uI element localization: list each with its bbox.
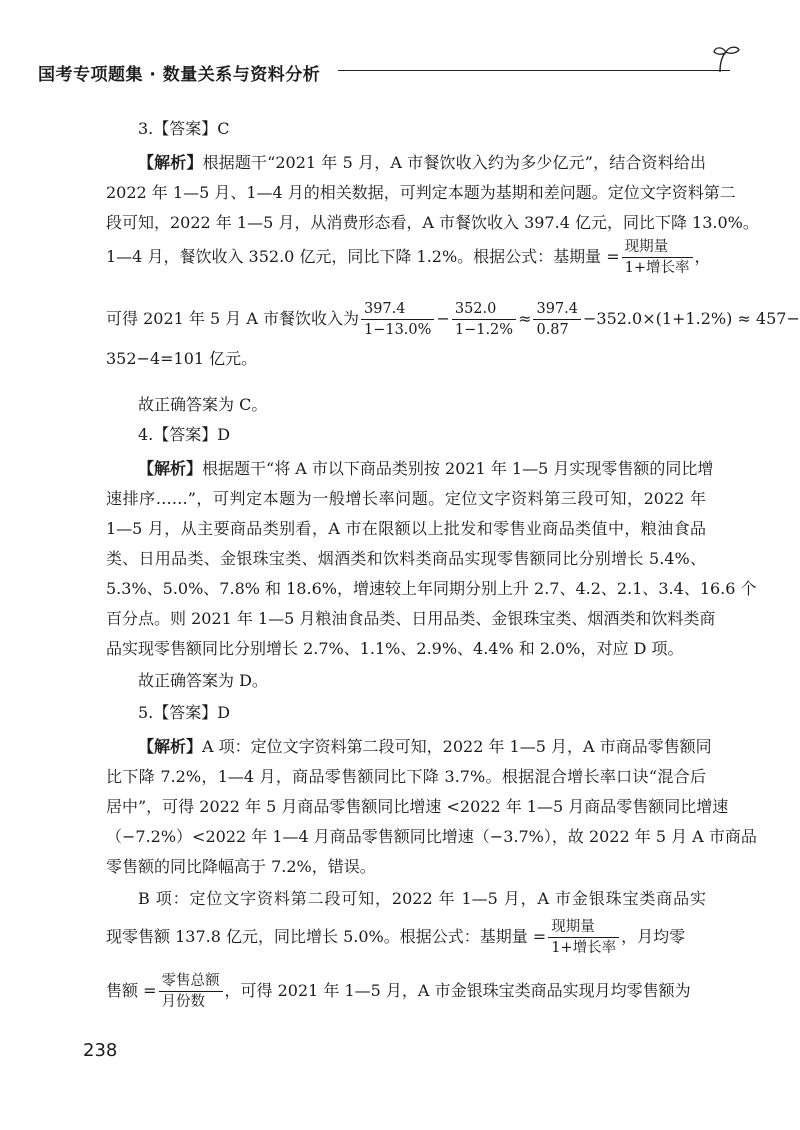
header-rule bbox=[338, 70, 730, 71]
q3-l4-end: ， bbox=[694, 247, 711, 266]
q5-line-5: 零售额的同比降幅高于 7.2%，错误。 bbox=[106, 857, 376, 876]
q5-b3-a: 售额 = bbox=[106, 981, 157, 1000]
q3-l5-a: 可得 2021 年 5 月 A 市餐饮收入为 bbox=[106, 309, 359, 328]
fraction-numerator: 现期量 bbox=[622, 238, 693, 258]
q5-b2-text: 现零售额 137.8 亿元，同比增长 5.0%。根据公式：基期量 = bbox=[106, 927, 547, 946]
fraction-monthly-avg bbox=[159, 972, 223, 1011]
fraction-2 bbox=[452, 300, 516, 339]
fraction-base-formula-b bbox=[548, 918, 619, 957]
q5-l1: A 项：定位文字资料第二段可知，2022 年 1—5 月，A 市商品零售额同 bbox=[202, 737, 712, 756]
q5-line-3: 居中”，可得 2022 年 5 月商品零售额同比增速 <2022 年 1—5 月商品零售额同比增速 bbox=[106, 797, 729, 816]
minus-sign: − bbox=[436, 309, 450, 328]
fraction-denominator: 1+增长率 bbox=[624, 260, 690, 276]
q4-line-3: 1—5 月，从主要商品类别看，A 市在限额以上批发和零售业商品类值中，粮油食品 bbox=[106, 519, 706, 538]
q3-line-3: 段可知，2022 年 1—5 月，从消费形态看，A 市餐饮收入 397.4 亿元，同比下降 13.0%。 bbox=[106, 213, 759, 232]
f3-den: 0.87 bbox=[536, 322, 569, 338]
running-header bbox=[38, 50, 718, 85]
q3-answer-text: 3.【答案】C bbox=[138, 119, 230, 138]
q4-line-5: 5.3%、5.0%、7.8% 和 18.6%，增速较上年同期分别上升 2.7、4.2、2.1、3.4、16.6 个 bbox=[106, 579, 757, 598]
page-number: 238 bbox=[83, 1040, 118, 1061]
q5-b-line-2 bbox=[106, 918, 706, 957]
approx-sign: ≈ bbox=[518, 309, 532, 328]
q5-b-line-3 bbox=[106, 972, 706, 1011]
f3-num: 397.4 bbox=[533, 300, 581, 320]
q5-line-2: 比下降 7.2%，1—4 月，商品零售额同比下降 3.7%。根据混合增长率口诀“混合后 bbox=[106, 767, 706, 786]
q5-answer: 5.【答案】D bbox=[138, 703, 231, 722]
q4-line-1 bbox=[106, 454, 714, 483]
fraction-numerator: 现期量 bbox=[548, 918, 619, 938]
fraction-denominator: 月份数 bbox=[161, 994, 205, 1010]
fraction-1 bbox=[361, 300, 434, 339]
q5-b2-end: ，月均零 bbox=[621, 927, 686, 946]
f1-den: 1−13.0% bbox=[363, 322, 432, 338]
fraction-numerator: 零售总额 bbox=[159, 972, 223, 992]
q4-answer: 4.【答案】D bbox=[138, 425, 231, 444]
q4-line-2: 速排序……”，可判定本题为一般增长率问题。定位文字资料第三段可知，2022 年 bbox=[106, 489, 706, 508]
q5-line-4: （−7.2%）<2022 年 1—4 月商品零售额同比增速（−3.7%），故 2022 年 5 月 A 市商品 bbox=[106, 827, 757, 846]
q3-l5-b: −352.0×(1+1.2%) ≈ 457− bbox=[582, 309, 800, 328]
fraction-3 bbox=[533, 300, 581, 339]
q3-l1: 根据题干“2021 年 5 月，A 市餐饮收入约为多少亿元”，结合资料给出 bbox=[202, 153, 706, 172]
q3-line-2: 2022 年 1—5 月、1—4 月的相关数据，可判定本题为基期和差问题。定位文字资料第二 bbox=[106, 183, 736, 202]
q4-l1: 根据题干“将 A 市以下商品类别按 2021 年 1—5 月实现零售额的同比增 bbox=[202, 459, 714, 478]
q3-conclusion: 故正确答案为 C。 bbox=[138, 395, 268, 414]
f1-num: 397.4 bbox=[361, 300, 434, 320]
q4-conclusion: 故正确答案为 D。 bbox=[138, 671, 268, 690]
q3-line-6: 352−4=101 亿元。 bbox=[106, 349, 258, 368]
q3-line-1 bbox=[106, 148, 706, 177]
q3-line-4 bbox=[106, 238, 711, 277]
q5-b-line-1: B 项：定位文字资料第二段可知，2022 年 1—5 月，A 市金银珠宝类商品实 bbox=[138, 889, 706, 908]
f2-num: 352.0 bbox=[452, 300, 516, 320]
fraction-denominator: 1+增长率 bbox=[551, 940, 617, 956]
q3-line-5 bbox=[106, 300, 800, 339]
q4-line-7: 品实现零售额同比分别增长 2.7%、1.1%、2.9%、4.4% 和 2.0%，对应 D 项。 bbox=[106, 639, 684, 658]
q4-label: 【解析】 bbox=[138, 459, 203, 478]
fraction-base-formula bbox=[622, 238, 693, 277]
q5-line-1 bbox=[106, 732, 712, 761]
q3-label: 【解析】 bbox=[138, 153, 203, 172]
header-title: 国考专项题集 · 数量关系与资料分析 bbox=[38, 65, 321, 85]
q3-answer bbox=[106, 114, 706, 143]
q5-label: 【解析】 bbox=[138, 737, 203, 756]
q4-line-6: 百分点。则 2021 年 1—5 月粮油食品类、日用品类、金银珠宝类、烟酒类和饮料类商 bbox=[106, 609, 716, 628]
sprout-icon bbox=[710, 44, 744, 78]
q3-l4-text: 1—4 月，餐饮收入 352.0 亿元，同比下降 1.2%。根据公式：基期量 = bbox=[106, 247, 620, 266]
q5-b3-b: ，可得 2021 年 1—5 月，A 市金银珠宝类商品实现月均零售额为 bbox=[224, 981, 691, 1000]
f2-den: 1−1.2% bbox=[454, 322, 514, 338]
q4-line-4: 类、日用品类、金银珠宝类、烟酒类和饮料类商品实现零售额同比分别增长 5.4%、 bbox=[106, 549, 706, 568]
